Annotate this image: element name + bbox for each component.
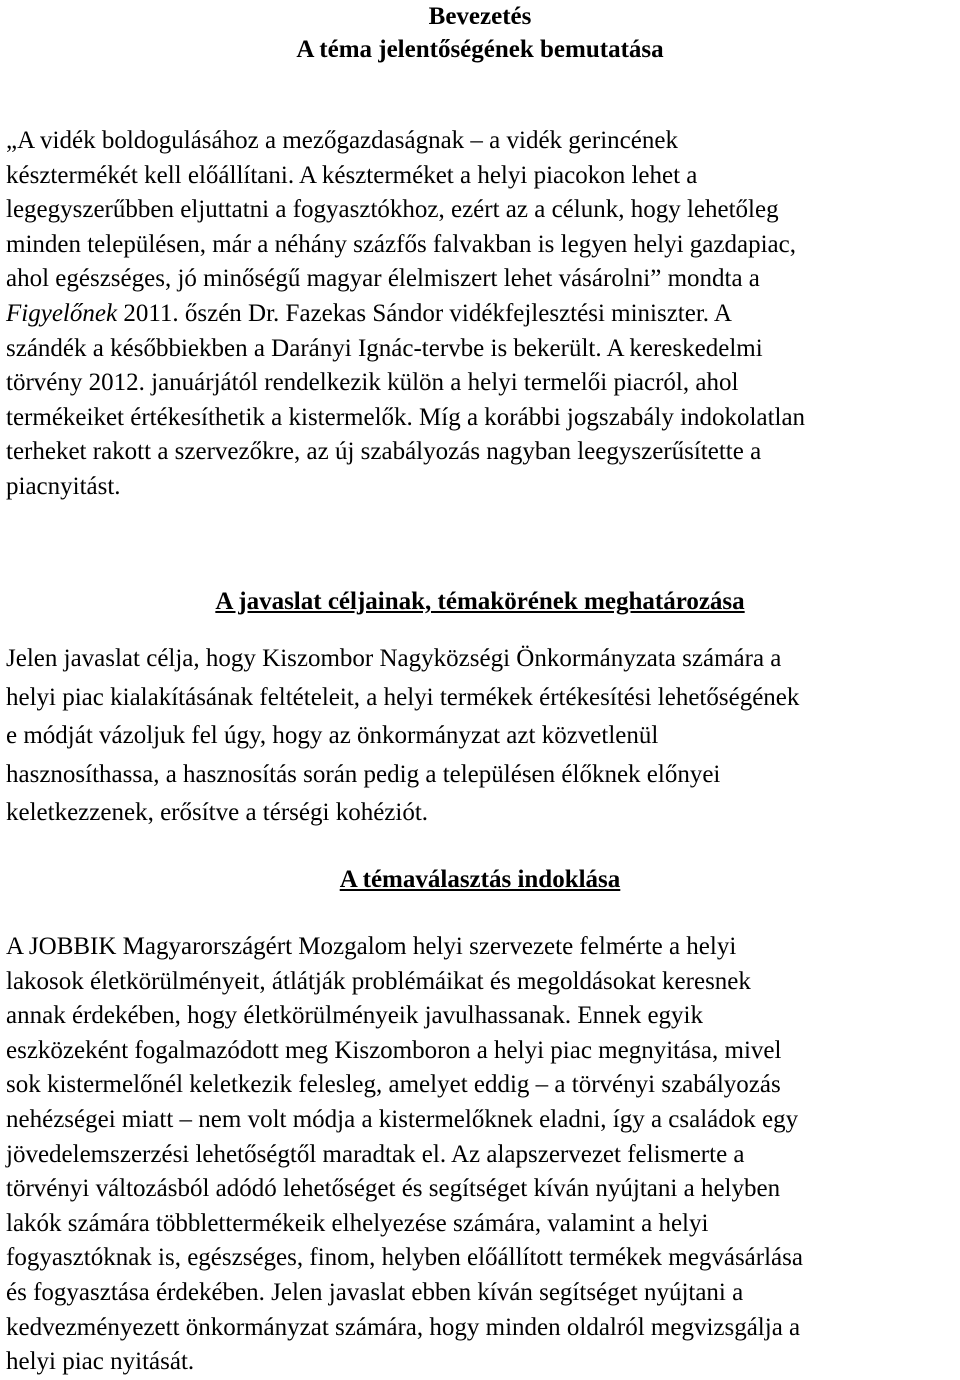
intro-line: törvény 2012. januárjától rendelkezik külön a helyi termelői piacról, ahol xyxy=(6,369,739,397)
justification-line: annak érdekében, hogy életkörülményeik javulhassanak. Ennek egyik xyxy=(6,1002,703,1030)
justification-line: kedvezményezett önkormányzat számára, hogy minden oldalról megvizsgálja a xyxy=(6,1313,801,1341)
goals-line: keletkezzenek, erősítve a térségi kohéziót. xyxy=(6,799,429,827)
intro-line: szándék a későbbiekben a Darányi Ignác-tervbe is bekerült. A kereskedelmi xyxy=(6,334,763,362)
page-subtitle: A téma jelentőségének bemutatása xyxy=(296,36,664,63)
intro-line: termékeiket értékesíthetik a kistermelők. Míg a korábbi jogszabály indokolatlan xyxy=(6,403,806,431)
justification-line: eszközeként fogalmazódott meg Kiszomboron a helyi piac megnyitása, mivel xyxy=(6,1036,782,1064)
magazine-name: Figyelőnek xyxy=(6,299,118,327)
intro-line: ahol egészséges, jó minőségű magyar élelmiszert lehet vásárolni” mondta a xyxy=(6,265,760,293)
justification-line: törvényi változásból adódó lehetőséget és segítséget kíván nyújtani a helyben xyxy=(6,1175,781,1203)
intro-line: legegyszerűbben eljuttatni a fogyasztókhoz, ezért az a célunk, hogy lehetőleg xyxy=(6,196,779,224)
justification-line: helyi piac nyitását. xyxy=(6,1348,195,1376)
justification-line: és fogyasztása érdekében. Jelen javaslat ebben kíván segítséget nyújtani a xyxy=(6,1278,744,1306)
justification-line: jövedelemszerzési lehetőségtől maradtak el. Az alapszervezet felismerte a xyxy=(6,1140,745,1168)
page-title: Bevezetés xyxy=(428,3,532,30)
intro-line: terheket rakott a szervezőkre, az új szabályozás nagyban leegyszerűsítette a xyxy=(6,438,762,466)
justification-line: lakosok életkörülményeit, átlátják problémáikat és megoldásokat keresnek xyxy=(6,967,751,995)
intro-line: „A vidék boldogulásához a mezőgazdaságnak – a vidék gerincének xyxy=(6,127,678,154)
section-heading-justification: A témaválasztás indoklása xyxy=(339,866,621,893)
intro-line: késztermékét kell előállítani. A készterméket a helyi piacokon lehet a xyxy=(6,161,698,189)
goals-line: Jelen javaslat célja, hogy Kiszombor Nagyközségi Önkormányzata számára a xyxy=(6,645,782,672)
intro-line: piacnyitást. xyxy=(6,472,121,500)
justification-line: fogyasztóknak is, egészséges, finom, helyben előállított termékek megvásárlása xyxy=(6,1244,803,1272)
document-page xyxy=(6,0,954,1376)
justification-line: lakók számára többlettermékeik elhelyezése számára, valamint a helyi xyxy=(6,1209,709,1237)
justification-paragraph xyxy=(6,930,954,1380)
section-heading-goals: A javaslat céljainak, témakörének meghatározása xyxy=(215,588,745,615)
goals-line: hasznosíthassa, a hasznosítás során pedig a településen élőknek előnyei xyxy=(6,760,721,788)
goals-paragraph xyxy=(6,642,954,835)
justification-line: sok kistermelőnél keletkezik felesleg, amelyet eddig – a törvényi szabályozás xyxy=(6,1071,781,1099)
intro-line-rest: 2011. őszén Dr. Fazekas Sándor vidékfejlesztési miniszter. A xyxy=(117,299,732,327)
intro-paragraph xyxy=(6,124,954,505)
goals-line: helyi piac kialakításának feltételeit, a helyi termékek értékesítési lehetőségének xyxy=(6,683,800,711)
justification-line: nehézségei miatt – nem volt módja a kistermelőknek eladni, így a családok egy xyxy=(6,1105,799,1133)
goals-line: e módját vázoljuk fel úgy, hogy az önkormányzat azt közvetlenül xyxy=(6,722,659,750)
intro-line: minden településen, már a néhány százfős falvakban is legyen helyi gazdapiac, xyxy=(6,230,796,258)
intro-line-citation xyxy=(6,297,954,332)
justification-line: A JOBBIK Magyarországért Mozgalom helyi szervezete felmérte a helyi xyxy=(6,933,737,960)
